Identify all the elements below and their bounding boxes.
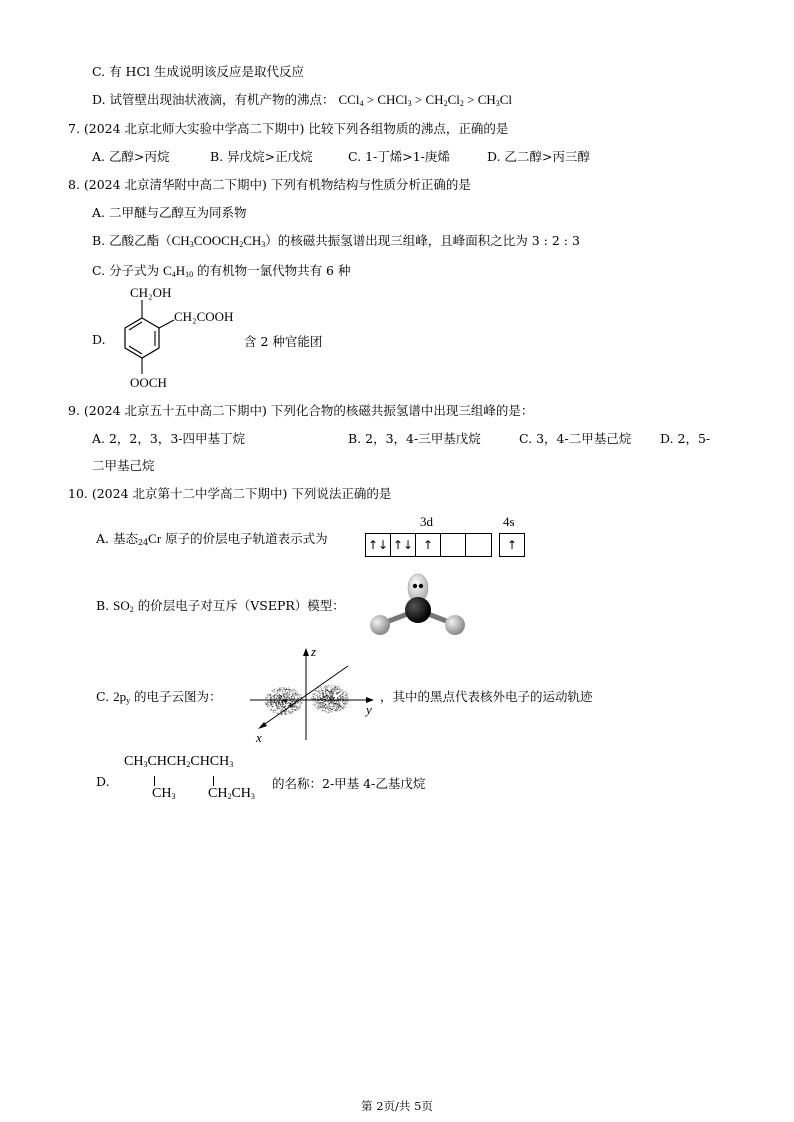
- orbital-3d-1: ↑↓: [366, 534, 391, 556]
- q10-option-d-label: D.: [96, 774, 110, 789]
- q8-stem: 8. (2024 北京清华附中高二下期中) 下列有机物结构与性质分析正确的是: [68, 177, 471, 192]
- branch-bond-1: [154, 776, 155, 786]
- q9-option-a: A. 2，2，3，3-四甲基丁烷: [92, 431, 246, 446]
- condensed-structure-main-chain: $CH_3CHCH_2CHCH_3$: [124, 754, 234, 769]
- q7-option-c: C. 1-丁烯>1-庚烯: [348, 149, 450, 164]
- q7-option-d: D. 乙二醇>丙三醇: [487, 149, 590, 164]
- so2-vsepr-model: [366, 570, 470, 638]
- q10-stem: 10. (2024 北京第十二中学高二下期中) 下列说法正确的是: [68, 486, 392, 501]
- condensed-structure-branch-1: $CH_3$: [152, 786, 176, 801]
- q10-option-c: C. $2p_y$ 的电子云图为：: [96, 689, 222, 705]
- label-4s: 4s: [503, 514, 515, 529]
- q8-option-b: B. 乙酸乙酯$(CH_3COOCH_2CH_3)$的核磁共振氢谱出现三组峰，且峰面积之比为 3 : 2 : 3: [92, 233, 580, 249]
- orbital-3d-4: [441, 534, 466, 556]
- q8-option-c: C. 分子式为 $C_4H_{10}$ 的有机物一氯代物共有 6 种: [92, 263, 351, 279]
- page-number: 第 2页/共 5页: [361, 1099, 433, 1113]
- orbital-diagram-4s: [499, 533, 525, 557]
- q9-option-d: D. 2，5-: [660, 431, 711, 446]
- benzene-ring: [125, 318, 159, 358]
- benzene-structure-diagram: [108, 282, 248, 390]
- q7-stem: 7. (2024 北京北师大实验中学高二下期中) 比较下列各组物质的沸点，正确的是: [68, 121, 509, 136]
- butane-formula: $C_4H_{10}$: [163, 263, 194, 279]
- sulfur-atom: [405, 597, 431, 623]
- oxygen-atom-right: [445, 615, 465, 635]
- q7-option-b: B. 异戊烷>正戊烷: [210, 149, 313, 164]
- q7-option-a: A. 乙醇>丙烷: [92, 149, 170, 164]
- orbital-3d-3: ↑: [416, 534, 441, 556]
- q6-option-d: [92, 90, 512, 108]
- axis-label-y: y: [366, 702, 372, 717]
- q9-option-d-continued: 二甲基己烷: [92, 458, 155, 473]
- label-3d: 3d: [420, 514, 433, 529]
- q9-option-b: B. 2，3，4-三甲基戊烷: [348, 431, 481, 446]
- orbital-diagram-3d: [365, 533, 492, 557]
- q8-option-a: A. 二甲醚与乙醇互为同系物: [92, 205, 247, 220]
- q6-boiling-order-formula: CCl$_4$ > CHCl$_3$ > $CH_2Cl_2 > CH_3Cl$: [338, 92, 513, 108]
- orbital-3d-5: [466, 534, 490, 556]
- orbital-3d-2: ↑↓: [391, 534, 416, 556]
- ch2oh-group: CH₂OH: [130, 285, 172, 300]
- orbital-4s-1: ↑: [506, 538, 518, 552]
- condensed-structure-branch-2: $CH_2CH_3$: [208, 786, 255, 801]
- axis-label-x: x: [256, 730, 262, 744]
- q10-option-a: A. 基态$_{24}$Cr 原子的价层电子轨道表示式为: [96, 531, 328, 547]
- q10-option-b: B. $SO_2$ 的价层电子对互斥（VSEPR）模型：: [96, 598, 345, 614]
- q6-option-d-text: D. 试管壁出现油状液滴，有机产物的沸点：: [92, 92, 335, 107]
- oxygen-atom-left: [370, 615, 390, 635]
- q8-option-d-text: 含 2 种官能团: [244, 334, 323, 349]
- q8-option-d-label: D.: [92, 332, 106, 347]
- q10-option-d-text: 的名称：2-甲基 4-乙基戊烷: [272, 776, 426, 791]
- q9-stem: 9. (2024 北京五十五中高二下期中) 下列化合物的核磁共振氢谱中出现三组峰的是：: [68, 403, 534, 418]
- q10-option-c-text: ，其中的黑点代表核外电子的运动轨迹: [380, 689, 593, 704]
- q6-option-c: C. 有 HCl 生成说明该反应是取代反应: [92, 64, 304, 79]
- q9-option-c: C. 3，4-二甲基己烷: [519, 431, 632, 446]
- ch2cooh-group: CH₂COOH: [174, 309, 234, 324]
- electron-cloud-diagram: [250, 644, 378, 744]
- axis-label-z: z: [311, 644, 317, 659]
- branch-bond-2: [213, 776, 214, 786]
- ethyl-acetate-formula: $CH_3COOCH_2CH_3$: [171, 233, 266, 249]
- ooch-group: OOCH: [130, 375, 167, 390]
